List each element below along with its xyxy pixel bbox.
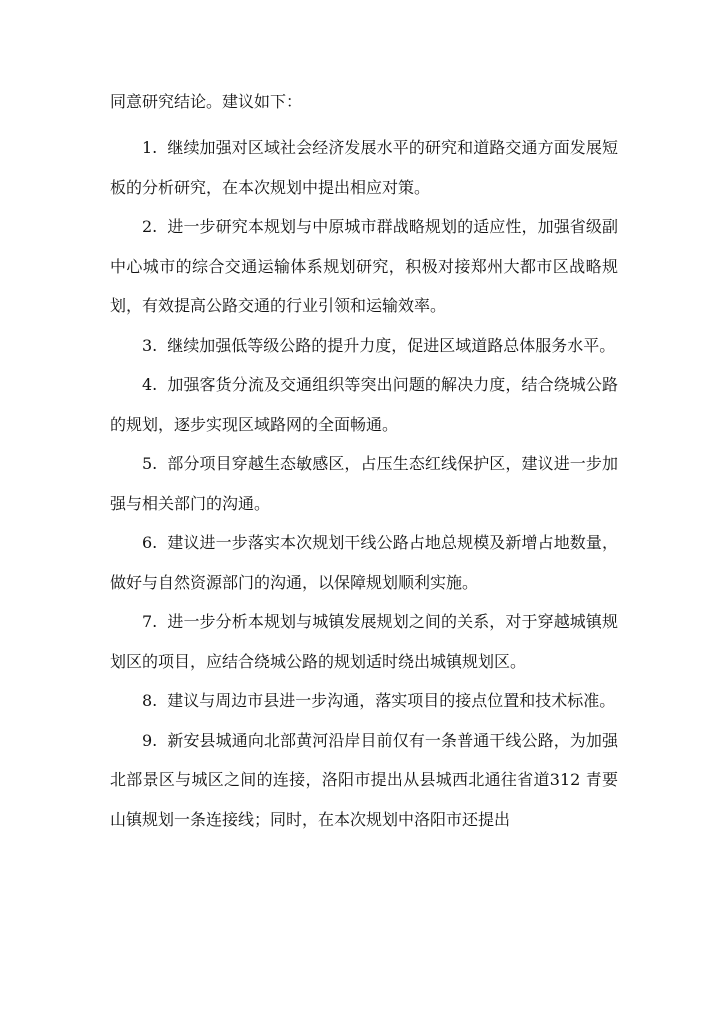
item-number: 3. <box>142 335 158 355</box>
recommendation-item-9 <box>110 721 618 840</box>
recommendation-item-4 <box>110 365 618 444</box>
item-number: 2. <box>142 217 158 236</box>
item-number: 4. <box>142 375 158 394</box>
recommendation-item-7 <box>110 602 618 681</box>
item-number: 1. <box>142 138 158 157</box>
item-number: 7. <box>142 612 158 631</box>
item-text: 继续加强低等级公路的提升力度，促进区域道路总体服务水平。 <box>167 335 616 355</box>
item-text: 建议进一步落实本次规划干线公路占地总规模及新增占地数量，做好与自然资源部门的沟通，以保障规划顺利实施。 <box>110 533 618 592</box>
recommendation-item-3 <box>110 326 618 366</box>
item-number: 5. <box>142 454 158 473</box>
recommendation-item-6 <box>110 523 618 602</box>
item-number: 9. <box>142 730 158 750</box>
item-text: 加强客货分流及交通组织等突出问题的解决力度，结合绕城公路的规划，逐步实现区域路网的全面畅通。 <box>110 375 618 434</box>
item-text: 继续加强对区域社会经济发展水平的研究和道路交通方面发展短板的分析研究，在本次规划中提出相应对策。 <box>110 138 618 197</box>
item-number: 6. <box>142 533 158 552</box>
item-text: 进一步研究本规划与中原城市群战略规划的适应性，加强省级副中心城市的综合交通运输体系规划研究，积极对接郑州大都市区战略规划，有效提高公路交通的行业引领和运输效率。 <box>110 217 618 315</box>
recommendation-item-2 <box>110 207 618 326</box>
recommendation-item-1 <box>110 128 618 207</box>
item-text: 建议与周边市县进一步沟通，落实项目的接点位置和技术标准。 <box>167 691 616 710</box>
recommendation-item-5 <box>110 444 618 523</box>
document-body <box>110 84 618 839</box>
item-text: 进一步分析本规划与城镇发展规划之间的关系，对于穿越城镇规划区的项目，应结合绕城公路的规划适时绕出城镇规划区。 <box>110 612 618 671</box>
item-text: 部分项目穿越生态敏感区，占压生态红线保护区，建议进一步加强与相关部门的沟通。 <box>110 454 618 513</box>
intro-paragraph: 同意研究结论。建议如下： <box>110 92 303 111</box>
item-text: 新安县城通向北部黄河沿岸目前仅有一条普通干线公路，为加强北部景区与城区之间的连接，洛阳市提出从县城西北通往省道312 青要山镇规划一条连接线；同时，在本次规划中洛阳市还提出 <box>110 730 618 829</box>
recommendation-item-8 <box>110 681 618 721</box>
item-number: 8. <box>142 691 158 710</box>
